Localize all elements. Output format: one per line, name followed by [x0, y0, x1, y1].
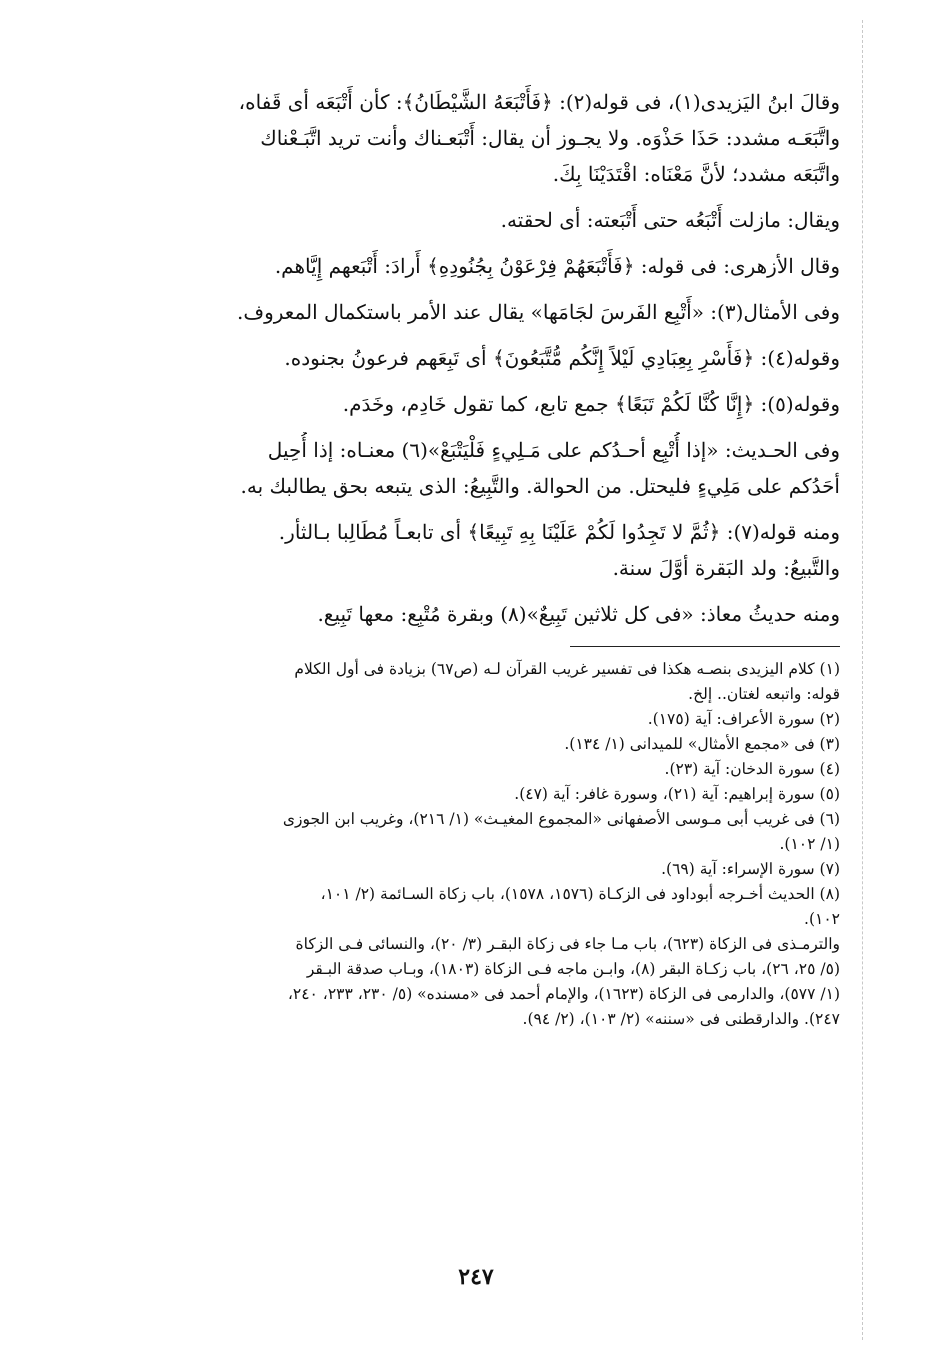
text-line: ومنه قوله(٧): ﴿ثُمَّ لا تَجِدُوا لَكُمْ عَلَيْنَا بِهِ تَبِيعًا﴾ أى تابعـاً مُطَالِبا بـالثأر. — [278, 520, 840, 544]
footnote-6: (٦) فى غريب أبى مـوسى الأصفهانى «المجموع المغيـث» (١/ ٢١٦)، وغريب ابن الجوزى — [282, 810, 840, 828]
text-line: واتَّبَعَه مشدد؛ لأنَّ مَعْنَاه: اقْتَدَيْنَا بِكَ. — [552, 162, 840, 186]
text-line: والتَّبيعُ: ولد البَقرة أوَّلَ سنة. — [612, 556, 840, 580]
footnote-8: (٨) الحديث أخـرجه أبوداود فى الزكـاة (١٥٧٦، ١٥٧٨)، باب زكاة السـائمة (٢/ ١٠١، — [320, 885, 840, 903]
text-line: ويقال: مازلت أَتْبَعُه حتى أَتْبَعته: أى لحقته. — [500, 208, 840, 232]
paragraph-qawluhu-5 — [128, 386, 840, 422]
paragraph-amthal — [128, 294, 840, 330]
footnote-3: (٣) فى «مجمع الأمثال» للميدانى (١/ ١٣٤). — [564, 735, 840, 753]
footnote-8-continued: (٥/ ٢٥، ٢٦)، باب زكـاة البقر (٨)، وابـن ماجه فـى الزكاة (١٨٠٣)، وبـاب صدقة البـقر — [306, 960, 840, 978]
paragraph-muadh — [128, 596, 840, 632]
text-line: وقال الأزهرى: فى قوله: ﴿فَأَتْبَعَهُمْ فِرْعَوْنُ بِجُنُودِهِ﴾ أَرادَ: أَتْبَعهم إِيَّاهم. — [274, 254, 840, 278]
footnote-6-continued: (١/ ١٠٢). — [779, 835, 840, 853]
margin-rule — [862, 20, 863, 1340]
footnote-7: (٧) سورة الإسراء: آية (٦٩). — [661, 860, 840, 878]
text-line: وقوله(٤): ﴿فَأَسْرِ بِعِبَادِي لَيْلاً إِنَّكُم مُّتَّبَعُونَ﴾ أى تَبِعَهم فرعونُ بجنوده. — [284, 346, 840, 370]
footnote-2: (٢) سورة الأعراف: آية (١٧٥). — [647, 710, 840, 728]
paragraph-yuqal — [128, 202, 840, 238]
footnote-8-continued: والترمـذى فى الزكاة (٦٢٣)، باب مـا جاء فى زكاة البقـر (٣/ ٢٠)، والنسائى فـى الزكاة — [295, 935, 840, 953]
text-line: أحَدُكم على مَلِيءٍ فليحتل. من الحوالة. والتَّبِيعُ: الذى يتبعه بحق يطالبك به. — [240, 474, 840, 498]
footnote-8-continued: (١/ ٥٧٧)، والدارمى فى الزكاة (١٦٢٣)، والإمام أحمد فى «مسنده» (٥/ ٢٣٠، ٢٣٣، ٢٤٠، — [287, 985, 840, 1003]
text-line: وفى الأمثال(٣): «أَتْبِع الفَرسَ لجَامَها» يقال عند الأمر باستكمال المعروف. — [237, 300, 840, 324]
paragraph-yazidi — [128, 84, 840, 192]
paragraph-qawluhu-4 — [128, 340, 840, 376]
footnote-separator — [570, 646, 840, 647]
footnote-8-continued: ١٠٢). — [804, 910, 840, 928]
paragraph-azhari — [128, 248, 840, 284]
page-number: ٢٤٧ — [458, 1264, 494, 1290]
footnote-1: (١) كلام اليزيدى بنصـه هكذا فى تفسير غريب القرآن لـه (ص٦٧) بزيادة فى أول الكلام — [294, 660, 840, 678]
text-line: وقوله(٥): ﴿إِنَّا كُنَّا لَكُمْ تَبَعًا﴾ جمع تابع، كما تقول خَادِم، وخَدَم. — [342, 392, 840, 416]
footnote-1-continued: قوله: واتبعه لغتان.. إلخ. — [688, 685, 840, 703]
text-line: وفى الحـديث: «إذا أُتْبِع أحـدُكم على مَـلِيءٍ فَلْيَتْبَعْ»(٦) معنـاه: إذا أُحِيل — [267, 438, 840, 462]
text-line: واتَّبَعَـه مشدد: حَذَا حَذْوَه. ولا يجـوز أن يقال: أَتْبَعـناك وأنت تريد اتَّبَـعْناك — [260, 126, 840, 150]
footnote-8-continued: ٢٤٧). والدارقطنى فى «سننه» (٢/ ١٠٣)، (٢/ ٩٤). — [522, 1010, 840, 1028]
paragraph-hadith — [128, 432, 840, 504]
main-text-column — [128, 84, 840, 1032]
footnote-4: (٤) سورة الدخان: آية (٢٣). — [664, 760, 840, 778]
paragraph-minhu-qawluhu — [128, 514, 840, 586]
text-line: ومنه حديثُ معاذ: «فى كل ثلاثين تَبِيعٌ»(٨) وبقرة مُتْبِع: معها تَبِيع. — [317, 602, 840, 626]
footnote-5: (٥) سورة إبراهيم: آية (٢١)، وسورة غافر: آية (٤٧). — [514, 785, 840, 803]
footnotes-block — [128, 657, 840, 1032]
text-line: وقالَ ابنُ اليَزيدى(١)، فى قوله(٢): ﴿فَأَتْبَعَهُ الشَّيْطَانُ﴾: كأن أَتْبَعَه أى قَفاه، — [238, 90, 840, 114]
